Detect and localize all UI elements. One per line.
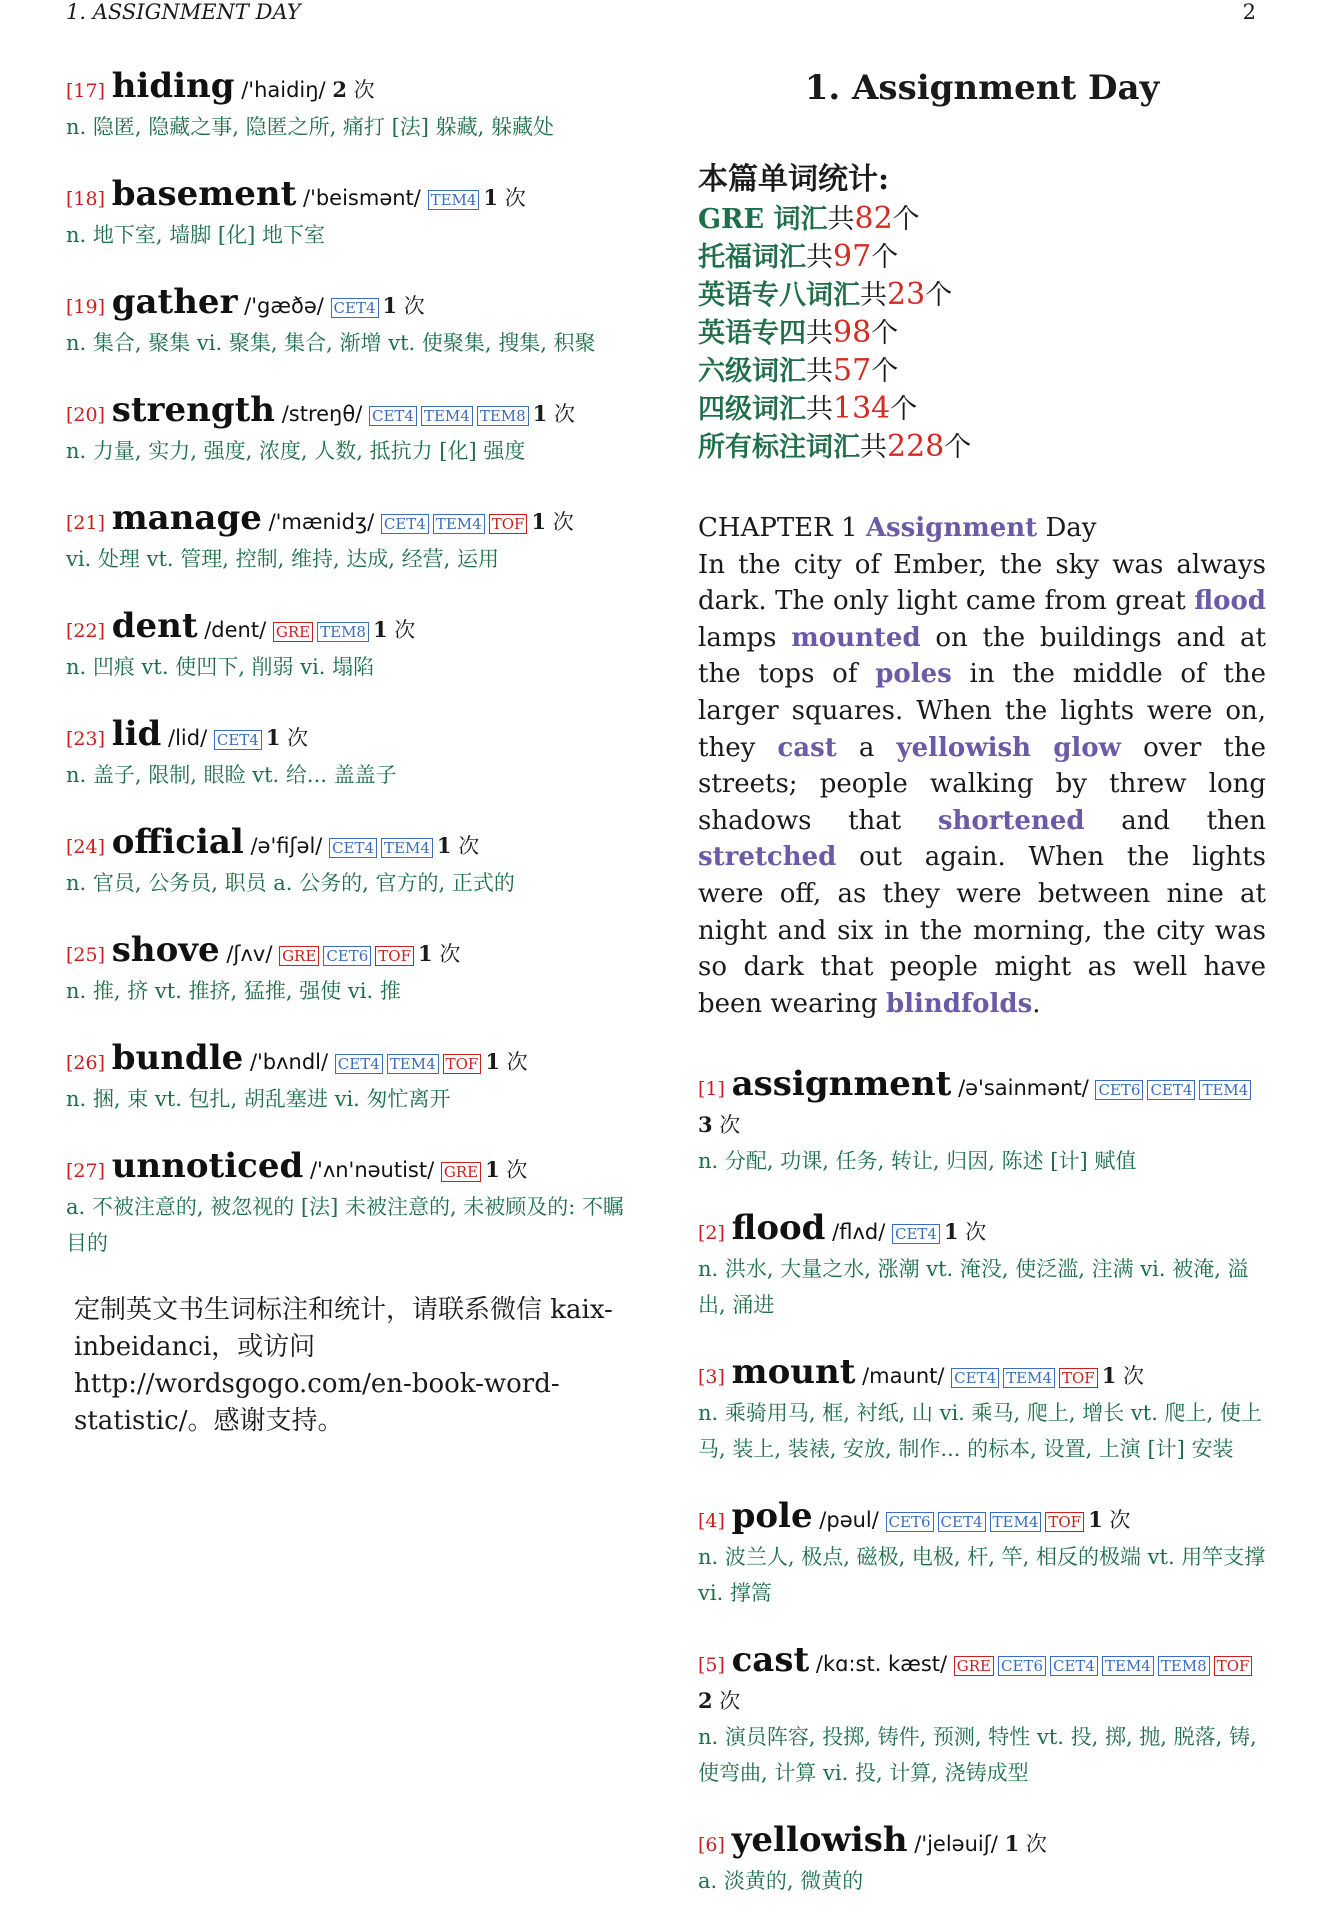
entry-meaning: n. 盖子, 限制, 眼睑 vt. 给... 盖盖子: [66, 763, 397, 787]
stat-line: [698, 200, 1266, 238]
highlighted-word: shortened: [937, 805, 1085, 836]
entry-head: [66, 68, 640, 109]
entry-count: [437, 834, 479, 858]
entry-meaning: n. 捆, 束 vt. 包扎, 胡乱塞进 vi. 匆忙离开: [66, 1087, 451, 1111]
entry-meaning: a. 淡黄的, 微黄的: [698, 1869, 864, 1894]
vocab-entry: [66, 932, 640, 1009]
entry-count: [533, 402, 575, 426]
stat-label: 托福词汇: [698, 242, 806, 273]
entry-count-unit: 次: [280, 726, 309, 750]
entry-head: [698, 1210, 1266, 1251]
exam-tag: TOF: [1214, 1656, 1253, 1676]
entry-head: [698, 1498, 1266, 1539]
exam-tag: TEM4: [433, 514, 485, 534]
entry-phonetic: /flʌd/: [832, 1220, 886, 1245]
entry-count-unit: 次: [498, 186, 526, 210]
entry-count-number: 1: [265, 725, 281, 750]
highlighted-word: blindfolds: [885, 988, 1033, 1019]
entry-phonetic: /'beismənt/: [303, 186, 421, 210]
entry-index: [20]: [66, 404, 106, 426]
stat-mid: 共: [860, 432, 887, 463]
entry-word: pole: [731, 1496, 813, 1537]
entry-count: [485, 1158, 527, 1182]
entry-word: yellowish: [731, 1820, 908, 1861]
entry-count-number: 1: [418, 941, 433, 966]
entry-count-number: 3: [698, 1112, 713, 1138]
stat-label: 四级词汇: [698, 394, 806, 425]
entry-count: [1005, 1832, 1047, 1856]
exam-tag: CET4: [214, 730, 262, 750]
stat-unit: 个: [871, 242, 899, 273]
page-number: 2: [1242, 0, 1256, 24]
entry-word: basement: [111, 174, 297, 214]
exam-tag: TOF: [1045, 1512, 1084, 1532]
entry-count-number: 1: [531, 509, 547, 534]
entry-word: gather: [111, 282, 238, 322]
stat-unit: 个: [944, 432, 972, 463]
stat-unit: 个: [871, 318, 899, 349]
entry-word: assignment: [731, 1064, 952, 1105]
vocab-entry: [66, 716, 640, 793]
entry-meaning: n. 推, 挤 vt. 推挤, 猛推, 强使 vi. 推: [66, 979, 401, 1003]
highlighted-word: poles: [875, 659, 952, 690]
entry-index: [25]: [66, 944, 106, 966]
vocab-entry: [66, 68, 640, 145]
stat-line: [698, 390, 1266, 428]
exam-tag: TEM8: [477, 406, 529, 426]
entry-index: [26]: [66, 1052, 106, 1074]
entry-count: [383, 294, 425, 318]
exam-tag: GRE: [954, 1656, 994, 1676]
exam-tag: CET6: [323, 946, 371, 966]
stat-label: 所有标注词汇: [698, 432, 860, 463]
entry-index: [22]: [66, 620, 106, 642]
entry-index: [21]: [66, 512, 106, 534]
exam-tag: CET6: [1095, 1080, 1143, 1100]
entry-count-unit: 次: [1116, 1364, 1145, 1389]
entry-phonetic: /ʃʌv/: [226, 942, 273, 966]
entry-count-unit: 次: [432, 942, 461, 966]
entry-count-number: 2: [332, 77, 347, 102]
entry-head: [66, 824, 640, 865]
entry-index: [27]: [66, 1160, 106, 1182]
exam-tag: GRE: [273, 622, 313, 642]
entry-word: dent: [111, 606, 198, 646]
entry-count-number: 1: [485, 1049, 500, 1074]
vocab-entry: [698, 1066, 1266, 1179]
entry-word: strength: [111, 390, 276, 430]
stat-value: 23: [887, 277, 926, 312]
stat-value: 228: [887, 429, 945, 464]
entry-count-number: 1: [485, 1157, 500, 1182]
stat-unit: 个: [890, 394, 918, 425]
highlighted-word: stretched: [698, 842, 837, 873]
entry-meaning: vi. 处理 vt. 管理, 控制, 维持, 达成, 经营, 运用: [66, 547, 500, 571]
entry-meaning: n. 乘骑用马, 框, 衬纸, 山 vi. 乘马, 爬上, 增长 vt. 爬上, 使上马, 装上, 装裱, 安放, 制作... 的标本, 设置, 上演 [计] 安装: [698, 1401, 1262, 1462]
entry-head: [66, 176, 640, 217]
exam-tag: CET4: [381, 514, 429, 534]
entry-head: [698, 1066, 1266, 1143]
stat-line: [698, 238, 1266, 276]
stat-mid: 共: [806, 318, 833, 349]
highlighted-word: mounted: [791, 622, 921, 653]
entry-count: [944, 1220, 986, 1244]
exam-tag: TOF: [375, 946, 414, 966]
entry-index: [6]: [698, 1834, 725, 1857]
vocab-entry: [66, 1040, 640, 1117]
vocab-entry: [66, 500, 640, 577]
stat-value: 134: [833, 391, 891, 426]
entry-head: [66, 284, 640, 325]
exam-tag: CET6: [998, 1656, 1046, 1676]
entry-head: [698, 1822, 1266, 1863]
entry-meaning: n. 力量, 实力, 强度, 浓度, 人数, 抵抗力 [化] 强度: [66, 439, 526, 463]
entry-count: [266, 726, 308, 750]
entry-index: [19]: [66, 296, 106, 318]
entry-index: [18]: [66, 188, 106, 210]
highlighted-word: yellowish: [896, 732, 1032, 763]
entry-count: [698, 1689, 740, 1713]
exam-tag: GRE: [441, 1162, 481, 1182]
entry-count-number: 1: [483, 185, 499, 210]
left-column: [66, 68, 640, 1440]
entry-phonetic: /'haidiŋ/: [241, 78, 326, 102]
entry-index: [24]: [66, 836, 106, 858]
entry-phonetic: /'bʌndl/: [249, 1050, 329, 1074]
entry-meaning: n. 演员阵容, 投掷, 铸件, 预测, 特性 vt. 投, 掷, 抛, 脱落, 铸, 使弯曲, 计算 vi. 投, 计算, 浇铸成型: [698, 1725, 1257, 1786]
entry-meaning: n. 洪水, 大量之水, 涨潮 vt. 淹没, 使泛滥, 注满 vi. 被淹, 溢出, 涌进: [698, 1257, 1249, 1318]
entry-count: [373, 618, 415, 642]
entry-meaning: n. 官员, 公务员, 职员 a. 公务的, 官方的, 正式的: [66, 871, 515, 895]
entry-count-number: 1: [1088, 1507, 1103, 1533]
right-column: [698, 68, 1266, 1930]
entry-phonetic: /pəul/: [819, 1508, 879, 1533]
stat-unit: 个: [871, 356, 899, 387]
exam-tag: TOF: [443, 1054, 482, 1074]
exam-tag: TEM8: [317, 622, 369, 642]
vocab-entry: [66, 608, 640, 685]
entry-count-unit: 次: [387, 618, 416, 642]
entry-index: [23]: [66, 728, 106, 750]
stat-unit: 个: [925, 280, 953, 311]
stat-mid: 共: [806, 242, 833, 273]
stat-unit: 个: [892, 204, 920, 235]
vocab-entry: [66, 392, 640, 469]
entry-count-unit: 次: [346, 78, 375, 102]
exam-tag: CET4: [892, 1224, 940, 1244]
entry-count-number: 1: [372, 617, 388, 642]
entry-phonetic: /maunt/: [862, 1364, 945, 1389]
entry-index: [5]: [698, 1654, 725, 1677]
stats-list: [698, 200, 1266, 466]
entry-phonetic: /ə'fiʃəl/: [250, 834, 323, 858]
entry-phonetic: /'ʌn'nəutist/: [309, 1158, 435, 1182]
stat-line: [698, 428, 1266, 466]
entry-count-unit: 次: [547, 402, 575, 426]
vocab-entry: [698, 1498, 1266, 1611]
highlighted-word: glow: [1053, 732, 1121, 763]
vocab-entry: [66, 824, 640, 901]
entry-phonetic: /'jeləuiʃ/: [914, 1832, 998, 1857]
entry-count: [485, 1050, 527, 1074]
entry-count-unit: 次: [712, 1113, 741, 1138]
entry-index: [17]: [66, 80, 106, 102]
entry-count-unit: 次: [958, 1220, 987, 1245]
exam-tag: TEM4: [428, 190, 480, 210]
entry-count-unit: 次: [546, 510, 574, 534]
stat-mid: 共: [860, 280, 887, 311]
entry-count: [531, 510, 573, 534]
entry-head: [66, 392, 640, 433]
stat-value: 57: [833, 353, 872, 388]
exam-tag: TEM4: [421, 406, 473, 426]
exam-tag: CET4: [335, 1054, 383, 1074]
entry-word: official: [111, 822, 244, 862]
exam-tag: CET4: [1050, 1656, 1098, 1676]
entry-word: unnoticed: [111, 1146, 304, 1186]
entry-count-number: 2: [698, 1688, 713, 1714]
entry-phonetic: /'gæðə/: [244, 294, 324, 318]
entry-head: [698, 1642, 1266, 1719]
entry-meaning: n. 波兰人, 极点, 磁极, 电极, 杆, 竿, 相反的极端 vt. 用竿支撑 vi. 撑篙: [698, 1545, 1266, 1606]
entry-meaning: n. 隐匿, 隐藏之事, 隐匿之所, 痛打 [法] 躲藏, 躲藏处: [66, 115, 555, 139]
stat-mid: 共: [806, 356, 833, 387]
entry-head: [66, 608, 640, 649]
highlighted-word: cast: [777, 732, 837, 763]
stat-label: 英语专四: [698, 318, 806, 349]
entry-count-unit: 次: [499, 1158, 528, 1182]
entry-count: [1102, 1364, 1144, 1388]
vocab-entry: [698, 1642, 1266, 1791]
exam-tag: TEM4: [387, 1054, 439, 1074]
entry-count-unit: 次: [397, 294, 425, 318]
vocab-entry: [66, 176, 640, 253]
exam-tag: CET4: [331, 298, 379, 318]
running-head: 1. ASSIGNMENT DAY: [66, 0, 301, 24]
entry-phonetic: /streŋθ/: [281, 402, 363, 426]
entry-word: cast: [731, 1640, 810, 1681]
highlighted-word: Assignment: [865, 513, 1038, 543]
entry-count-unit: 次: [451, 834, 480, 858]
entry-count-unit: 次: [499, 1050, 528, 1074]
exam-tag: TEM4: [1003, 1368, 1055, 1388]
stat-line: [698, 276, 1266, 314]
entry-meaning: n. 凹痕 vt. 使凹下, 削弱 vi. 塌陷: [66, 655, 375, 679]
entry-head: [66, 716, 640, 757]
stat-value: 97: [833, 239, 872, 274]
entry-word: bundle: [111, 1038, 244, 1078]
stat-line: [698, 352, 1266, 390]
stats-title: 本篇单词统计:: [698, 162, 890, 197]
stat-label: GRE 词汇: [698, 204, 828, 235]
exam-tag: CET4: [951, 1368, 999, 1388]
exam-tag: TEM4: [381, 838, 433, 858]
contact-note: 定制英文书生词标注和统计，请联系微信 kaix-inbeidanci，或访问 http://wordsgogo.com/en-book-word-statistic/。感谢支持。: [74, 1295, 613, 1436]
entry-word: hiding: [111, 66, 235, 106]
exam-tag: CET4: [369, 406, 417, 426]
entry-count-number: 1: [532, 401, 548, 426]
entry-word: flood: [731, 1208, 826, 1249]
exam-tag: TEM4: [1199, 1080, 1251, 1100]
entry-phonetic: /ə'sainmənt/: [958, 1076, 1089, 1101]
stat-value: 98: [833, 315, 872, 350]
entry-head: [66, 500, 640, 541]
highlighted-word: flood: [1194, 586, 1266, 617]
exam-tag: TOF: [489, 514, 528, 534]
entry-head: [66, 1148, 640, 1189]
entry-head: [66, 932, 640, 973]
exam-tag: TOF: [1059, 1368, 1098, 1388]
exam-tag: GRE: [279, 946, 319, 966]
entry-index: [3]: [698, 1366, 725, 1389]
stat-mid: 共: [827, 204, 855, 235]
entry-count: [698, 1113, 740, 1137]
entry-head: [66, 1040, 640, 1081]
entry-word: lid: [111, 714, 162, 754]
exam-tag: CET6: [886, 1512, 934, 1532]
entry-count: [1088, 1508, 1130, 1532]
vocab-entry: [698, 1354, 1266, 1467]
entry-word: manage: [111, 498, 262, 538]
vocab-entry: [66, 1148, 640, 1261]
stat-label: 六级词汇: [698, 356, 806, 387]
entry-count-number: 1: [436, 833, 452, 858]
entry-phonetic: /dent/: [204, 618, 267, 642]
entry-count-number: 1: [1004, 1831, 1020, 1857]
left-entry-list: [66, 68, 640, 1261]
entry-word: mount: [731, 1352, 856, 1393]
vocab-entry: [698, 1822, 1266, 1899]
right-entry-list: [698, 1066, 1266, 1899]
entry-count-unit: 次: [712, 1689, 741, 1714]
exam-tag: TEM8: [1158, 1656, 1210, 1676]
entry-word: shove: [111, 930, 220, 970]
vocab-entry: [66, 284, 640, 361]
vocab-entry: [698, 1210, 1266, 1323]
entry-phonetic: /lid/: [168, 726, 208, 750]
entry-count: [418, 942, 460, 966]
entry-count-unit: 次: [1019, 1832, 1047, 1857]
exam-tag: CET4: [1147, 1080, 1195, 1100]
chapter-heading: 1. Assignment Day: [804, 68, 1160, 108]
entry-count-number: 1: [1101, 1363, 1117, 1389]
entry-count-number: 1: [382, 293, 398, 318]
stat-label: 英语专八词汇: [698, 280, 860, 311]
entry-phonetic: /kɑ:st. kæst/: [815, 1652, 948, 1677]
entry-index: [2]: [698, 1222, 725, 1245]
exam-tag: CET4: [938, 1512, 986, 1532]
stat-mid: 共: [806, 394, 833, 425]
exam-tag: TEM4: [990, 1512, 1042, 1532]
entry-meaning: n. 分配, 功课, 任务, 转让, 归因, 陈述 [计] 赋值: [698, 1149, 1137, 1174]
entry-count: [483, 186, 525, 210]
entry-meaning: n. 地下室, 墙脚 [化] 地下室: [66, 223, 325, 247]
stat-line: [698, 314, 1266, 352]
exam-tag: TEM4: [1102, 1656, 1154, 1676]
entry-index: [1]: [698, 1078, 725, 1101]
entry-index: [4]: [698, 1510, 725, 1533]
exam-tag: CET4: [329, 838, 377, 858]
stat-value: 82: [854, 201, 893, 236]
entry-head: [698, 1354, 1266, 1395]
entry-phonetic: /'mænidʒ/: [268, 510, 375, 534]
entry-count: [332, 78, 374, 102]
entry-count-unit: 次: [1102, 1508, 1131, 1533]
story-text: CHAPTER 1 Assignment Day In the city of Ember, the sky was always dark. The only light came from great flood lamps mounted on the buildings and at the tops of poles in the middle of the larger squares. When the lights were on, they cast a yellowish glow over the streets; people walking by threw long shadows that shortened and then stretched out again. When the lights were off, as they were between nine at night and six in the morning, the city was so dark that people might as well have been wearing blindfolds.: [698, 513, 1267, 1019]
entry-meaning: n. 集合, 聚集 vi. 聚集, 集合, 渐增 vt. 使聚集, 搜集, 积聚: [66, 331, 596, 355]
entry-meaning: a. 不被注意的, 被忽视的 [法] 未被注意的, 未被顾及的: 不瞩目的: [66, 1195, 625, 1255]
entry-count-number: 1: [943, 1219, 959, 1245]
